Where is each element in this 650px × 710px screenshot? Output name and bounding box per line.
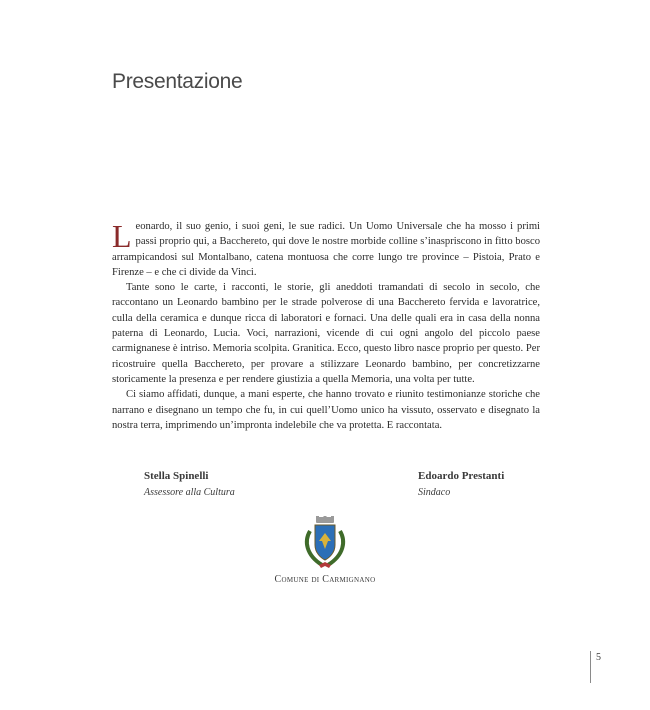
comune-label: Comune di Carmignano — [274, 574, 376, 585]
signature-left — [144, 470, 235, 498]
signature-role: Assessore alla Cultura — [144, 487, 235, 498]
signature-role: Sindaco — [418, 487, 451, 498]
paragraph-2: Tante sono le carte, i racconti, le storie, gli aneddoti tramandati di secolo in secolo, che raccontano un Leonardo bambino per le strade polverose di una Bacchereto fervida e lavoratrice, culla della ceramica e dunque ricca di laboratori e fornaci. Una delle quali era in casa della nonna paterna di Leonardo, Lucia. Voci, narrazioni, vicende di cui ogni angolo del piccolo paese carmignanese è intriso. Memoria scolpita. Granitica. Ecco, questo libro nasce proprio per questo. Per ricostruire quella Bacchereto, per provare a stilizzare Leonardo bambino, per concretizzarne storicamente la presenza e per rendere giustizia a quella Memoria, una volta per tutte. — [112, 282, 540, 385]
page-title: Presentazione — [112, 70, 243, 93]
paragraph-1 — [112, 219, 540, 280]
coat-of-arms-icon — [302, 515, 348, 571]
presentation-text — [112, 219, 540, 433]
page-number: 5 — [596, 652, 601, 663]
paragraph-1-text: eonardo, il suo genio, i suoi geni, le sue radici. Un Uomo Universale che ha mosso i primi passi proprio qui, a Bacchereto, qui dove le nostre morbide colline s’inaspriscono in fitto bosco arrampicandosi sul Montalbano, catena montuosa che corre lungo tre province – Pistoia, Prato e Firenze – e che ci divide da Vinci. — [112, 221, 540, 278]
signature-name: Edoardo Prestanti — [418, 470, 505, 482]
signature-right — [418, 470, 504, 498]
page-number-rule — [590, 651, 591, 683]
paragraph-3: Ci siamo affidati, dunque, a mani esperte, che hanno trovato e riunito testimonianze storiche che narrano e disegnano un tempo che fu, in cui quell’Uomo unico ha vissuto, osservato e disegnato la nostra terra, imprimendo un’impronta indelebile che va protetta. E raccontata. — [112, 389, 540, 431]
signature-name: Stella Spinelli — [144, 470, 209, 482]
dropcap: L — [112, 218, 132, 254]
